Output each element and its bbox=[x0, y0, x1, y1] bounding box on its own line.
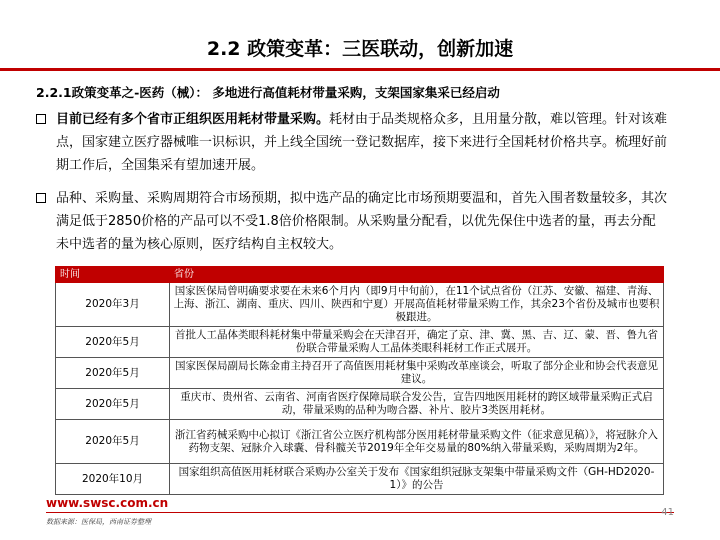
table-row bbox=[56, 327, 664, 358]
description-cell: 首批人工晶体类眼科耗材集中带量采购会在天津召开，确定了京、津、冀、黑、吉、辽、蒙、晋、鲁九省份联合带量采购人工晶体类眼科耗材工作正式展开。 bbox=[170, 327, 664, 358]
time-cell: 2020年3月 bbox=[56, 283, 170, 327]
bullet-item-1 bbox=[56, 108, 668, 177]
section-subtitle: 2.2.1政策变革之-医药（械）： 多地进行高值耗材带量采购，支架国家集采已经启动 bbox=[36, 85, 500, 100]
data-source-note: 数据来源：医保局，西南证券整理 bbox=[46, 518, 151, 526]
bullet-item-2 bbox=[56, 187, 668, 256]
table-row bbox=[56, 420, 664, 464]
table-row bbox=[56, 389, 664, 420]
time-cell: 2020年5月 bbox=[56, 358, 170, 389]
bullet-text: 品种、采购量、采购周期符合市场预期，拟中选产品的确定比市场预期要温和，首先入围者数量较多，其次满足低于2850价格的产品可以不受1.8倍价格限制。从采购量分配看，以优先保住中选者的量，再去分配未中选者的量为核心原则，医疗结构自主权较大。 bbox=[56, 191, 668, 252]
table-row bbox=[56, 283, 664, 327]
column-header-time: 时间 bbox=[56, 267, 170, 283]
bullet-text: 耗材由于品类规格众多，且用量分散，难以管理。针对该难点，国家建立医疗器械唯一识标识，并上线全国统一登记数据库，接下来进行全国耗材价格共享。梳理好前期工作后，全国集采有望加速开展。 bbox=[56, 112, 668, 173]
description-cell: 国家组织高值医用耗材联合采购办公室关于发布《国家组织冠脉支架集中带量采购文件（GH-HD2020-1）》的公告 bbox=[170, 464, 664, 495]
time-cell: 2020年5月 bbox=[56, 420, 170, 464]
square-bullet-icon bbox=[36, 114, 46, 124]
table-row bbox=[56, 358, 664, 389]
description-cell: 重庆市、贵州省、云南省、河南省医疗保障局联合发公告，宣告四地医用耗材的跨区域带量采购正式启动，带量采购的品种为吻合器、补片、胶片3类医用耗材。 bbox=[170, 389, 664, 420]
table-row bbox=[56, 464, 664, 495]
footer-divider bbox=[46, 512, 674, 513]
table-header-row bbox=[56, 267, 664, 283]
procurement-table bbox=[55, 266, 664, 495]
square-bullet-icon bbox=[36, 193, 46, 203]
description-cell: 国家医保局副局长陈金甫主持召开了高值医用耗材集中采购改革座谈会，听取了部分企业和协会代表意见建议。 bbox=[170, 358, 664, 389]
time-cell: 2020年10月 bbox=[56, 464, 170, 495]
column-header-province: 省份 bbox=[170, 267, 664, 283]
time-cell: 2020年5月 bbox=[56, 389, 170, 420]
page-number: 41 bbox=[661, 507, 674, 518]
time-cell: 2020年5月 bbox=[56, 327, 170, 358]
title-divider bbox=[0, 68, 720, 71]
description-cell: 浙江省药械采购中心拟订《浙江省公立医疗机构部分医用耗材带量采购文件（征求意见稿）》，将冠脉介入药物支架、冠脉介入球囊、骨科髋关节2019年全年交易量的80%纳入带量采购，采购周期为2年。 bbox=[170, 420, 664, 464]
page-title: 2.2 政策变革：三医联动，创新加速 bbox=[206, 38, 514, 60]
website-link[interactable]: www.swsc.com.cn bbox=[46, 496, 169, 510]
description-cell: 国家医保局曾明确要求要在未来6个月内（即9月中旬前），在11个试点省份（江苏、安徽、福建、青海、上海、浙江、湖南、重庆、四川、陕西和宁夏）开展高值耗材带量采购工作，其余23个省份及城市也要积极跟进。 bbox=[170, 283, 664, 327]
bullet-lead: 目前已经有多个省市正组织医用耗材带量采购。 bbox=[56, 112, 330, 127]
